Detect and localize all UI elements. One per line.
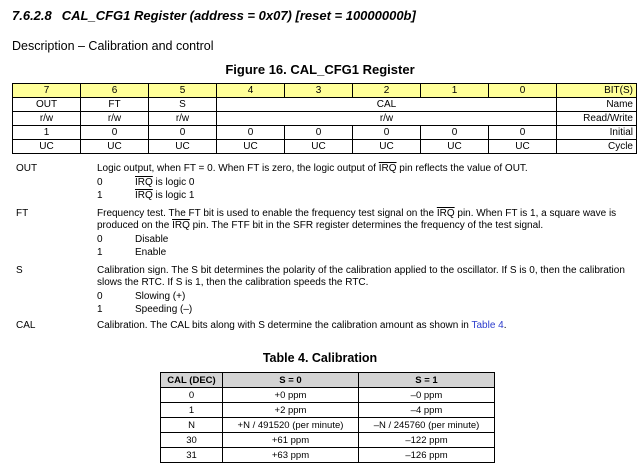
table-cell: +61 ppm (223, 433, 359, 448)
field-out-text (97, 163, 630, 176)
cycle-cell: UC (353, 140, 421, 154)
table-cell: –4 ppm (359, 403, 495, 418)
rw-row (13, 112, 637, 126)
bit-header-row (13, 84, 637, 98)
text: pin reflects the value of OUT. (396, 163, 528, 174)
option-row (97, 303, 630, 317)
table-cell: –122 ppm (359, 433, 495, 448)
table-cell: –N / 245760 (per minute) (359, 418, 495, 433)
text: pin. When FT is 1, a square wave is (454, 207, 617, 219)
initial-cell: 0 (421, 126, 489, 140)
table-cell: +N / 491520 (per minute) (223, 418, 359, 433)
option-row (97, 189, 630, 203)
cycle-cell: UC (149, 140, 217, 154)
option-text: Slowing (+) (135, 290, 186, 302)
calibration-table (160, 372, 495, 463)
name-cell: CAL (217, 98, 557, 112)
option-text (135, 176, 194, 190)
register-description: Description – Calibration and control (12, 39, 214, 53)
section-heading (12, 8, 416, 23)
option-row (97, 246, 630, 260)
field-name: CAL (16, 319, 36, 331)
field-out (12, 163, 630, 203)
table-cell: –0 ppm (359, 388, 495, 403)
table-row (161, 403, 495, 418)
cycle-cell: UC (489, 140, 557, 154)
cycle-row (13, 140, 637, 154)
field-name: S (16, 264, 23, 276)
text: pin. The FTF bit in the SFR register determines the frequency of the test signal. (189, 220, 544, 231)
name-cell: S (149, 98, 217, 112)
name-row (13, 98, 637, 112)
name-cell: OUT (13, 98, 81, 112)
table-4-link[interactable]: Table 4 (471, 319, 504, 331)
initial-cell: 0 (149, 126, 217, 140)
cycle-cell: UC (81, 140, 149, 154)
register-table (12, 83, 637, 154)
irq-signal: $\overline{IRQ}$ (135, 190, 153, 201)
field-s (12, 265, 630, 317)
column-header: CAL (DEC) (161, 373, 223, 388)
option-row (97, 233, 630, 247)
text: is logic 1 (152, 190, 195, 201)
bit-7-header: 7 (13, 84, 81, 98)
bit-1-header: 1 (421, 84, 489, 98)
field-descriptions (12, 163, 630, 332)
bit-6-header: 6 (81, 84, 149, 98)
column-header: S = 0 (223, 373, 359, 388)
table-cell: 1 (161, 403, 223, 418)
text: produced on the (97, 220, 173, 231)
table-cell: 0 (161, 388, 223, 403)
name-cell: FT (81, 98, 149, 112)
table-cell: +63 ppm (223, 448, 359, 463)
cycle-cell: UC (285, 140, 353, 154)
field-s-text (97, 265, 630, 290)
irq-signal: $\overline{IRQ}$ (378, 163, 397, 174)
figure-title: Figure 16. CAL_CFG1 Register (225, 62, 415, 77)
field-name: OUT (16, 163, 38, 174)
initial-cell: 0 (81, 126, 149, 140)
field-ft-text (97, 208, 630, 233)
option-value: 0 (97, 290, 103, 302)
bits-header: BIT(S) (557, 84, 637, 98)
option-value: 1 (97, 190, 103, 201)
table-4-title: Table 4. Calibration (262, 351, 378, 365)
table-cell: –126 ppm (359, 448, 495, 463)
text: Logic output, when FT = 0. When FT is zero, the logic output of (97, 163, 379, 174)
initial-cell: 0 (489, 126, 557, 140)
row-label: Cycle (557, 140, 637, 154)
irq-signal: $\overline{IRQ}$ (135, 176, 153, 188)
table-row (161, 388, 495, 403)
table-cell: 30 (161, 433, 223, 448)
table-cell: +0 ppm (223, 388, 359, 403)
section-number: 7.6.2.8 (12, 8, 52, 23)
cycle-cell: UC (13, 140, 81, 154)
text: Calibration sign. The S bit determines the polarity of the calibration applied to the oscillator. If S is 0, then the calibration (97, 264, 625, 276)
table-cell: 31 (161, 448, 223, 463)
option-value: 0 (97, 176, 103, 188)
text: Frequency test. The FT bit is used to enable the frequency test signal on the (97, 207, 437, 219)
initial-cell: 0 (285, 126, 353, 140)
text: is logic 0 (152, 176, 195, 188)
table-row (161, 433, 495, 448)
bit-4-header: 4 (217, 84, 285, 98)
initial-cell: 0 (353, 126, 421, 140)
field-cal-text (97, 320, 630, 333)
option-text: Enable (135, 247, 167, 258)
row-label: Name (557, 98, 637, 112)
option-text: Speeding (–) (135, 304, 193, 315)
table-row (161, 418, 495, 433)
column-header: S = 1 (359, 373, 495, 388)
text: slows the RTC. If S is 1, then the calibration speeds the RTC. (97, 277, 369, 288)
option-text: Disable (135, 233, 169, 245)
field-name: FT (16, 207, 29, 219)
table-row (161, 448, 495, 463)
calibration-header-row (161, 373, 495, 388)
option-value: 0 (97, 233, 103, 245)
rw-cell: r/w (217, 112, 557, 126)
field-cal (12, 320, 630, 333)
row-label: Read/Write (557, 112, 637, 126)
section-title: CAL_CFG1 Register (address = 0x07) [reset = 10000000b] (61, 8, 416, 23)
bit-3-header: 3 (285, 84, 353, 98)
text: Calibration. The CAL bits along with S determine the calibration amount as shown in (97, 319, 472, 331)
option-value: 1 (97, 247, 103, 258)
rw-cell: r/w (81, 112, 149, 126)
field-ft (12, 208, 630, 260)
table-cell: +2 ppm (223, 403, 359, 418)
initial-cell: 0 (217, 126, 285, 140)
option-text (135, 189, 194, 203)
irq-signal: $\overline{IRQ}$ (436, 207, 455, 219)
rw-cell: r/w (149, 112, 217, 126)
table-cell: N (161, 418, 223, 433)
row-label: Initial (557, 126, 637, 140)
bit-5-header: 5 (149, 84, 217, 98)
cycle-cell: UC (421, 140, 489, 154)
option-row (97, 176, 630, 190)
text: . (503, 319, 507, 331)
rw-cell: r/w (13, 112, 81, 126)
bit-0-header: 0 (489, 84, 557, 98)
initial-cell: 1 (13, 126, 81, 140)
cycle-cell: UC (217, 140, 285, 154)
irq-signal: $\overline{IRQ}$ (172, 220, 190, 231)
bit-2-header: 2 (353, 84, 421, 98)
option-value: 1 (97, 304, 103, 315)
option-row (97, 290, 630, 304)
initial-row (13, 126, 637, 140)
